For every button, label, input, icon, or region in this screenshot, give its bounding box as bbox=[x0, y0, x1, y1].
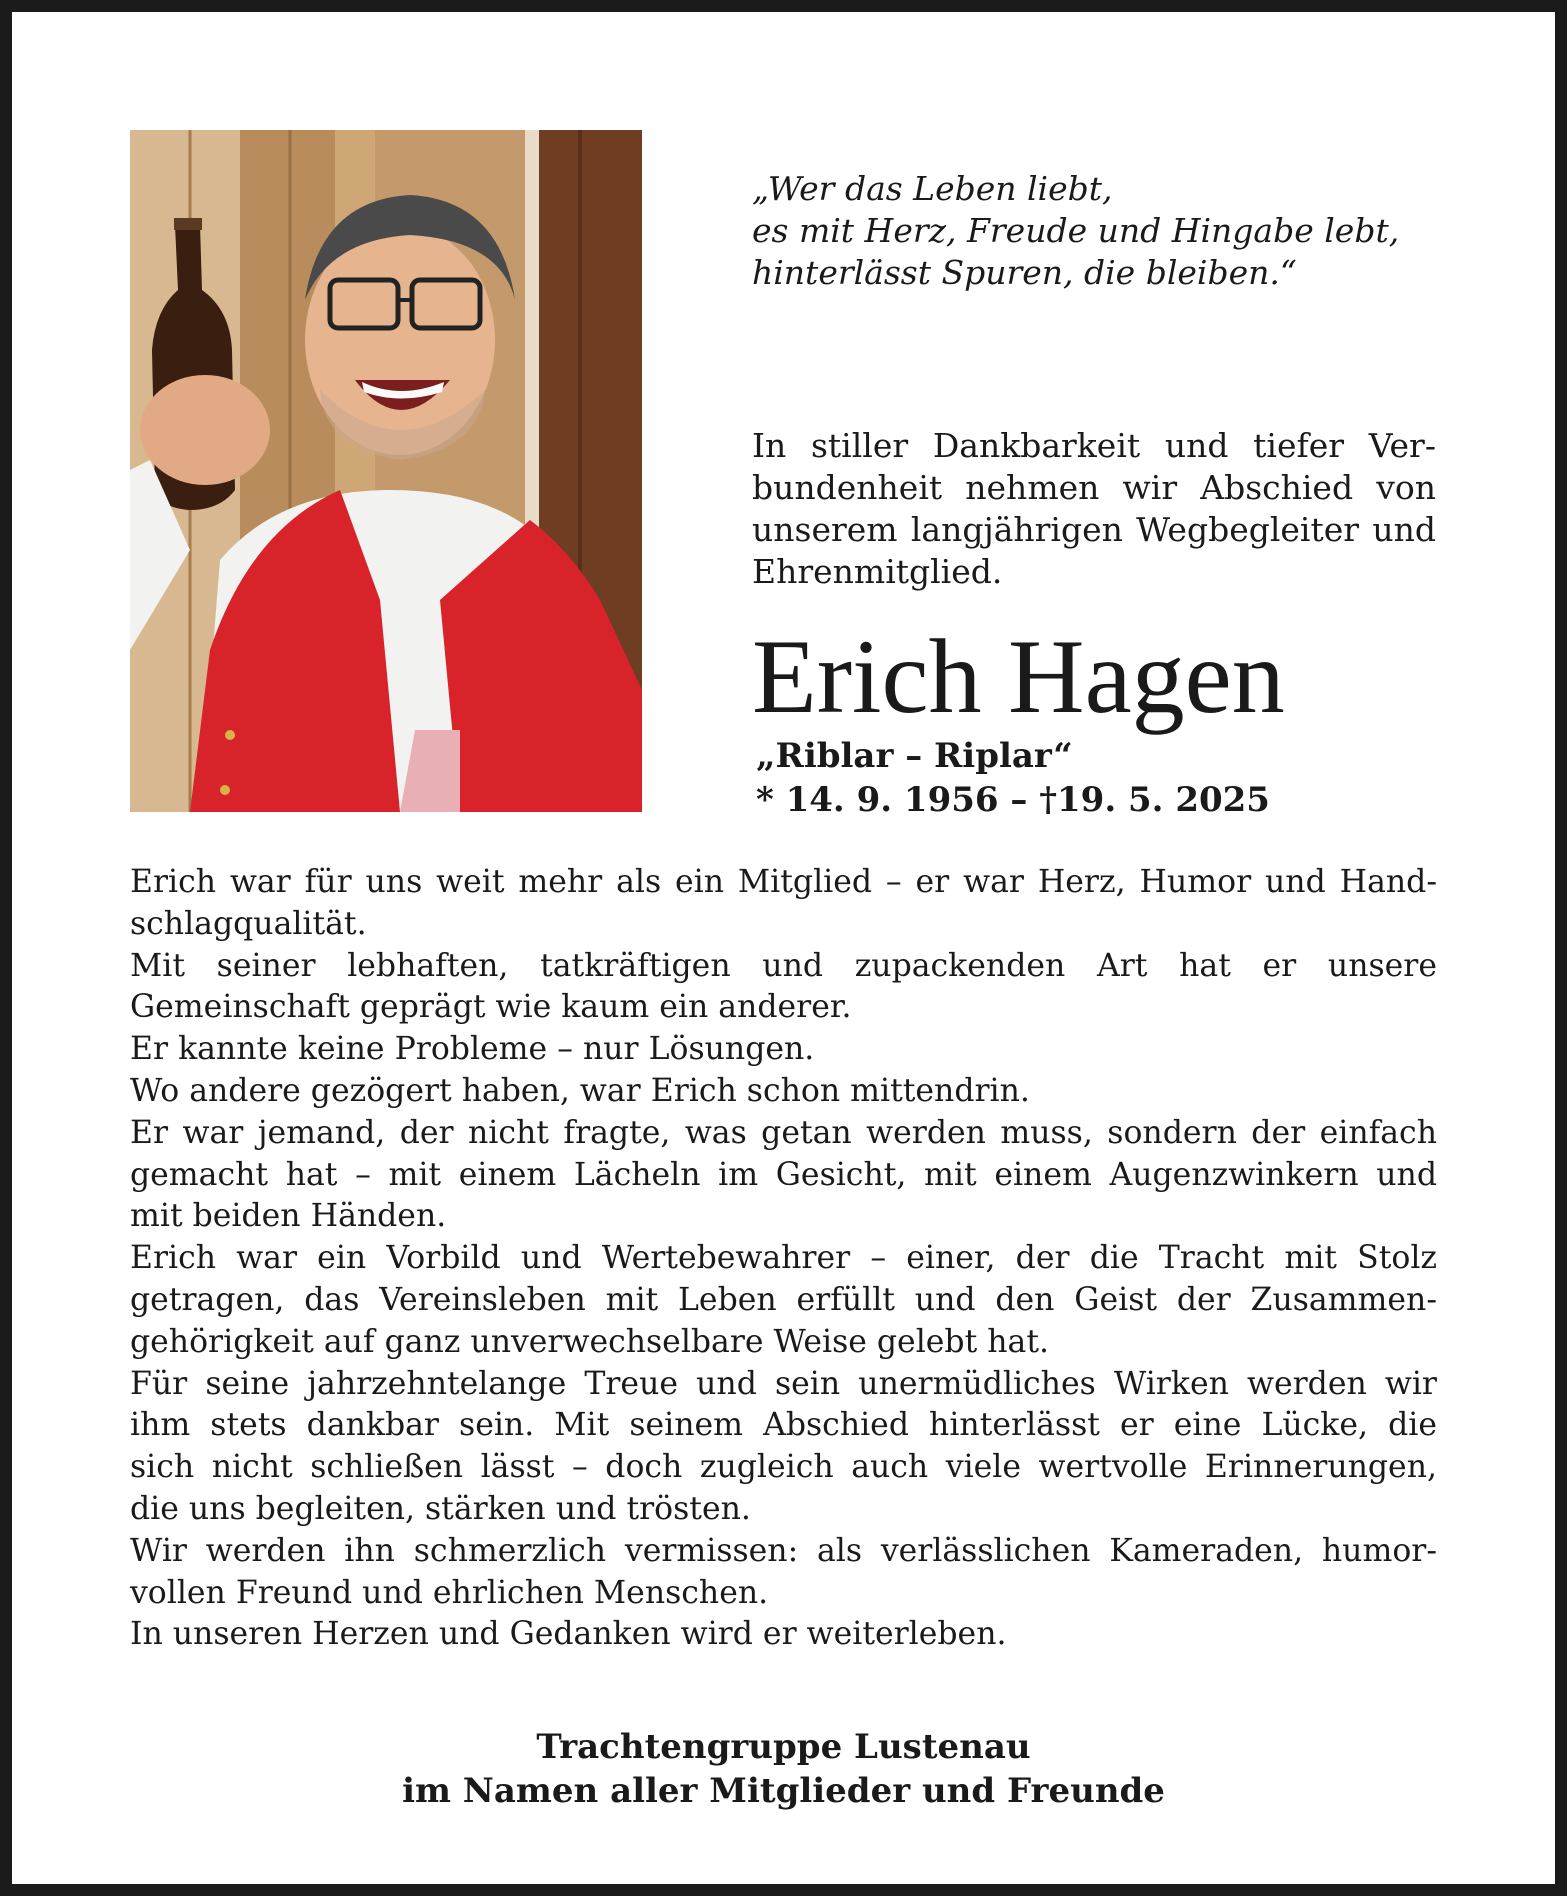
body-line: Er war jemand, der nicht fragte, was getan werden muss, sondern der einfach bbox=[130, 1114, 1437, 1151]
quote-line: „Wer das Leben liebt, bbox=[752, 169, 1113, 208]
signature-subline: im Namen aller Mitglieder und Freunde bbox=[402, 1771, 1165, 1811]
body-line: Wo andere gezögert haben, war Erich schon mittendrin. bbox=[130, 1072, 1030, 1109]
life-dates: * 14. 9. 1956 – †19. 5. 2025 bbox=[756, 780, 1270, 820]
body-line: sich nicht schließen lässt – doch zugleich auch viele wertvolle Erinnerungen, bbox=[130, 1449, 1437, 1486]
signature-organization: Trachtengruppe Lustenau bbox=[536, 1727, 1031, 1767]
body-line: gemacht hat – mit einem Lächeln im Gesicht, mit einem Augenzwinkern und bbox=[130, 1156, 1437, 1193]
body-line: Mit seiner lebhaften, tatkräftigen und zupackenden Art hat er unsere bbox=[130, 947, 1437, 984]
quote-block bbox=[752, 168, 1452, 294]
intro-paragraph: In stiller Dankbarkeit und tiefer Verbundenheit nehmen wir Abschied von unserem langjährigen Wegbegleiter und Ehrenmitglied. bbox=[752, 426, 1436, 591]
body-line: ihm stets dankbar sein. Mit seinem Abschied hinterlässt er eine Lücke, die bbox=[130, 1407, 1437, 1444]
portrait-photo bbox=[130, 130, 642, 812]
body-line: getragen, das Vereinsleben mit Leben erfüllt und den Geist der Zusammen- bbox=[130, 1281, 1437, 1318]
body-line: Wir werden ihn schmerzlich vermissen: als verlässlichen Kameraden, humor- bbox=[130, 1532, 1437, 1569]
body-line: mit beiden Händen. bbox=[130, 1198, 447, 1235]
body-text bbox=[130, 862, 1437, 1656]
body-line: Er kannte keine Probleme – nur Lösungen. bbox=[130, 1031, 815, 1068]
body-line: In unseren Herzen und Gedanken wird er weiterleben. bbox=[130, 1616, 1007, 1653]
body-line: die uns begleiten, stärken und trösten. bbox=[130, 1490, 751, 1527]
deceased-name: Erich Hagen bbox=[752, 618, 1285, 735]
signature-block bbox=[130, 1725, 1437, 1813]
portrait-image bbox=[130, 130, 642, 812]
deceased-nickname: „Riblar – Riplar“ bbox=[756, 736, 1073, 776]
body-line: Erich war ein Vorbild und Wertebewahrer – einer, der die Tracht mit Stolz bbox=[130, 1240, 1437, 1277]
body-line: gehörigkeit auf ganz unverwechselbare Weise gelebt hat. bbox=[130, 1323, 1049, 1360]
body-line: Gemeinschaft geprägt wie kaum ein anderer. bbox=[130, 989, 852, 1026]
body-line: Erich war für uns weit mehr als ein Mitglied – er war Herz, Humor und Hand- bbox=[130, 864, 1437, 900]
quote-line: hinterlässt Spuren, die bleiben.“ bbox=[752, 253, 1297, 292]
body-line: vollen Freund und ehrlichen Menschen. bbox=[130, 1574, 769, 1611]
quote-line: es mit Herz, Freude und Hingabe lebt, bbox=[752, 211, 1400, 250]
body-line: schlagqualität. bbox=[130, 905, 367, 942]
body-line: Für seine jahrzehntelange Treue und sein unermüdliches Wirken werden wir bbox=[130, 1365, 1437, 1402]
